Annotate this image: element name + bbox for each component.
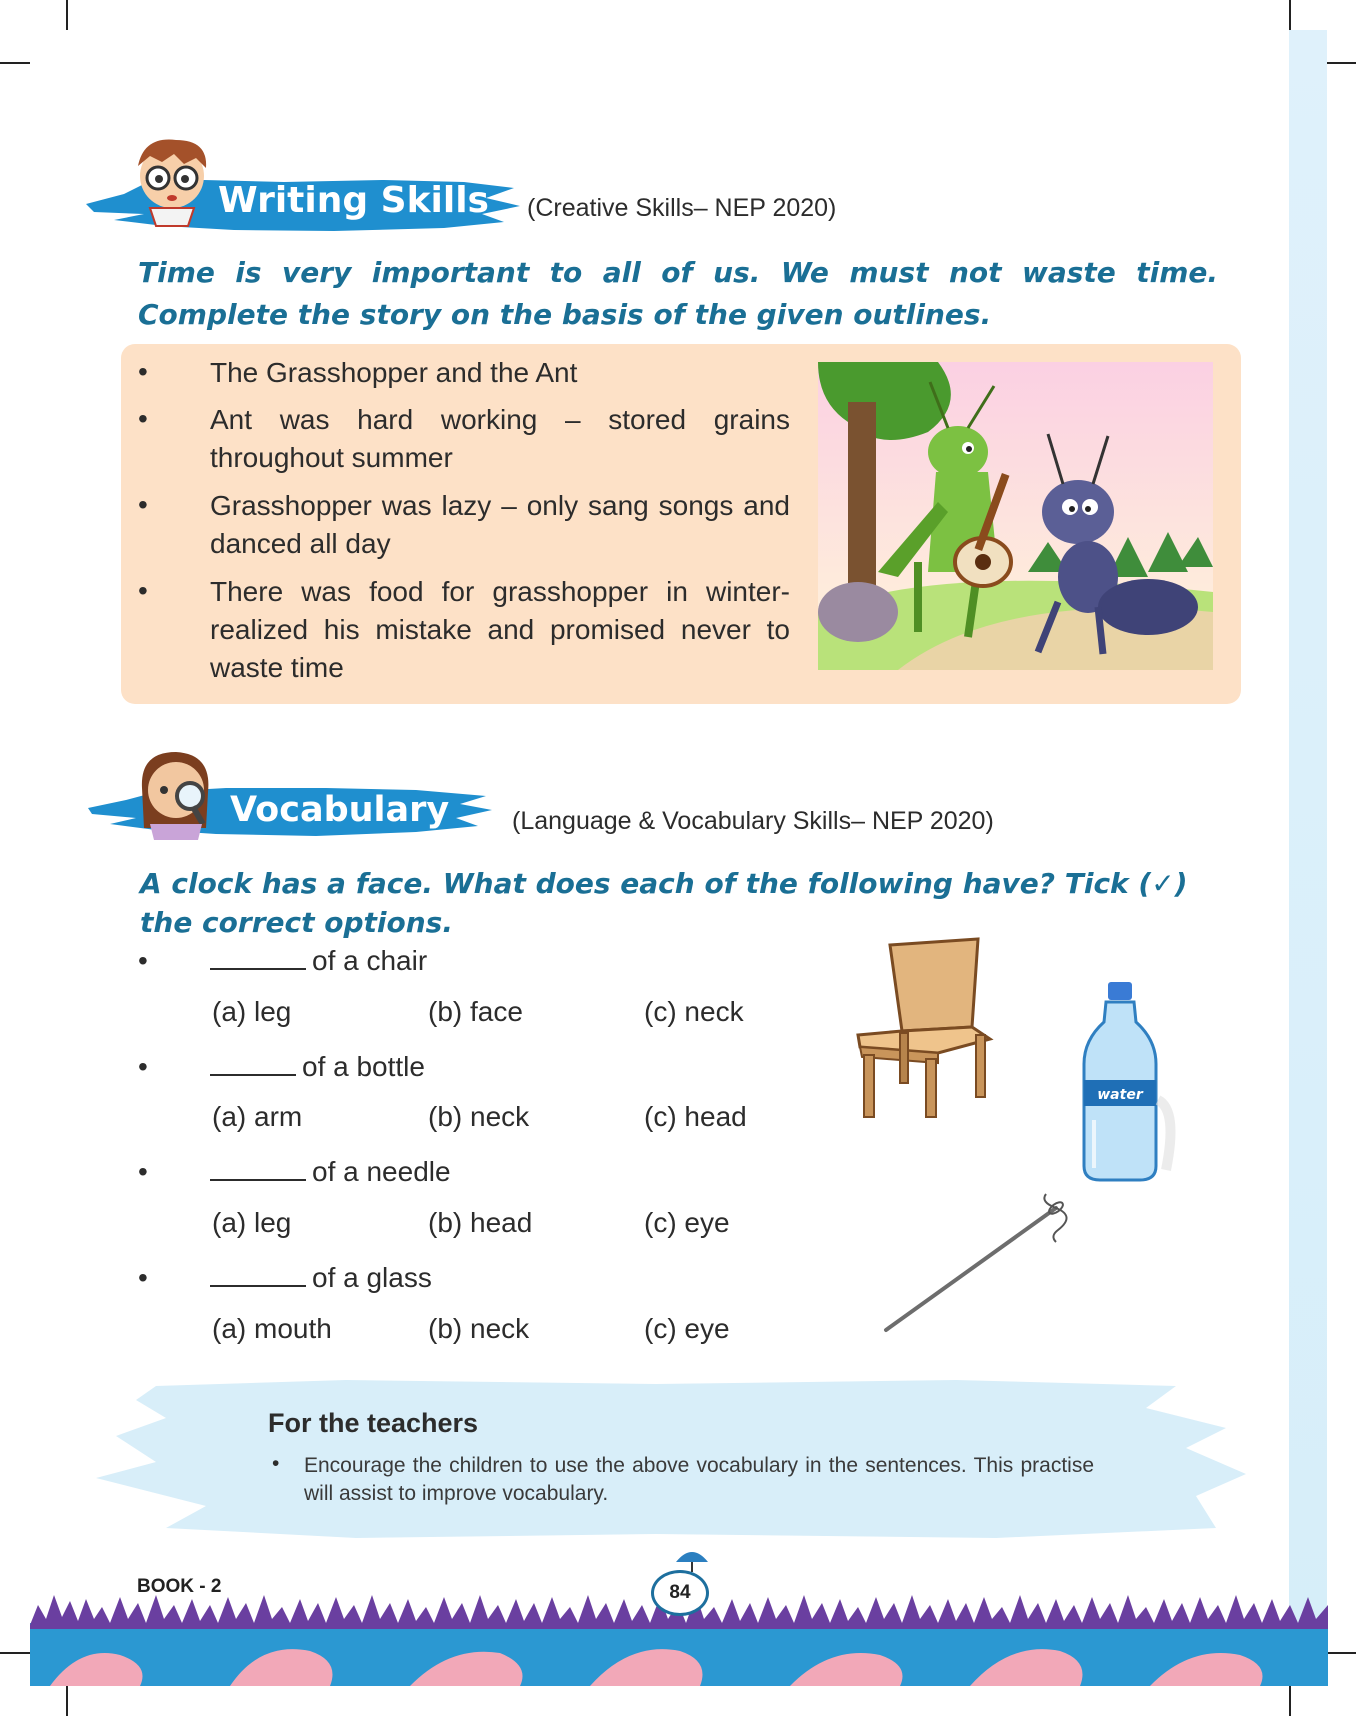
vocabulary-banner xyxy=(86,748,496,848)
vocabulary-title: Vocabulary xyxy=(230,790,450,830)
option-c[interactable]: (c) eye xyxy=(644,1313,730,1344)
answer-blank[interactable] xyxy=(210,1048,296,1076)
teacher-note-title: For the teachers xyxy=(268,1408,479,1438)
writing-skills-title: Writing Skills xyxy=(218,180,489,221)
side-strip xyxy=(1289,30,1327,1686)
option-b[interactable]: (b) neck xyxy=(428,1101,530,1132)
option-b[interactable]: (b) face xyxy=(428,996,523,1027)
crop-mark xyxy=(1289,1686,1291,1716)
needle-icon xyxy=(880,1190,1075,1335)
option-b[interactable]: (b) neck xyxy=(428,1313,530,1344)
chair-icon xyxy=(850,935,1000,1120)
bullet: • xyxy=(138,489,148,520)
option-b[interactable]: (b) head xyxy=(428,1207,533,1238)
writing-instruction: Time is very important to all of us. We must not waste time. Complete the story on the basis of the given outlines. xyxy=(138,256,1218,331)
bullet: • xyxy=(138,575,148,606)
crop-mark xyxy=(1326,1652,1356,1654)
grasshopper-ant-illustration xyxy=(818,362,1213,670)
question-text: of a chair xyxy=(210,942,427,977)
option-c[interactable]: (c) neck xyxy=(644,996,744,1027)
vocabulary-instruction: A clock has a face. What does each of the following have? Tick (✓) the correct options. xyxy=(140,867,1188,939)
question-text: of a bottle xyxy=(210,1048,425,1083)
option-a[interactable]: (a) leg xyxy=(212,996,292,1027)
question-text: of a needle xyxy=(210,1153,451,1188)
crop-mark xyxy=(66,1686,68,1716)
writing-skills-banner xyxy=(84,136,524,246)
option-a[interactable]: (a) mouth xyxy=(212,1313,332,1344)
girl-mascot-icon xyxy=(142,752,209,840)
answer-blank[interactable] xyxy=(210,942,306,970)
option-c[interactable]: (c) head xyxy=(644,1101,747,1132)
crop-mark xyxy=(0,62,30,64)
story-point: Grasshopper was lazy – only sang songs and danced all day xyxy=(210,490,790,559)
crop-mark xyxy=(66,0,68,30)
bullet: • xyxy=(138,945,148,976)
water-bottle-icon xyxy=(1074,980,1184,1185)
vocabulary-subtitle: (Language & Vocabulary Skills– NEP 2020) xyxy=(512,807,994,835)
option-a[interactable]: (a) arm xyxy=(212,1101,303,1132)
option-c[interactable]: (c) eye xyxy=(644,1207,730,1238)
bullet: • xyxy=(272,1452,280,1475)
bullet: • xyxy=(138,356,148,387)
option-a[interactable]: (a) leg xyxy=(212,1207,292,1238)
crop-mark xyxy=(1326,62,1356,64)
bullet: • xyxy=(138,1262,148,1293)
crop-mark xyxy=(0,1652,30,1654)
writing-skills-subtitle: (Creative Skills– NEP 2020) xyxy=(527,194,837,222)
answer-blank[interactable] xyxy=(210,1153,306,1181)
answer-blank[interactable] xyxy=(210,1259,306,1287)
story-point: Ant was hard working – stored grains throughout summer xyxy=(210,404,790,473)
story-point: There was food for grasshopper in winter- realized his mistake and promised never to waste time xyxy=(210,576,790,683)
bottle-label: water xyxy=(1097,1087,1143,1103)
bullet: • xyxy=(138,1051,148,1082)
question-text: of a glass xyxy=(210,1259,432,1294)
crop-mark xyxy=(1289,0,1291,30)
story-point: The Grasshopper and the Ant xyxy=(210,357,578,388)
bullet: • xyxy=(138,1156,148,1187)
book-label: BOOK - 2 xyxy=(137,1576,222,1597)
page-number: 84 xyxy=(651,1570,709,1616)
bullet: • xyxy=(138,403,148,434)
teacher-note-text: Encourage the children to use the above vocabulary in the sentences. This practise will assist to improve vocabulary. xyxy=(304,1454,1094,1505)
